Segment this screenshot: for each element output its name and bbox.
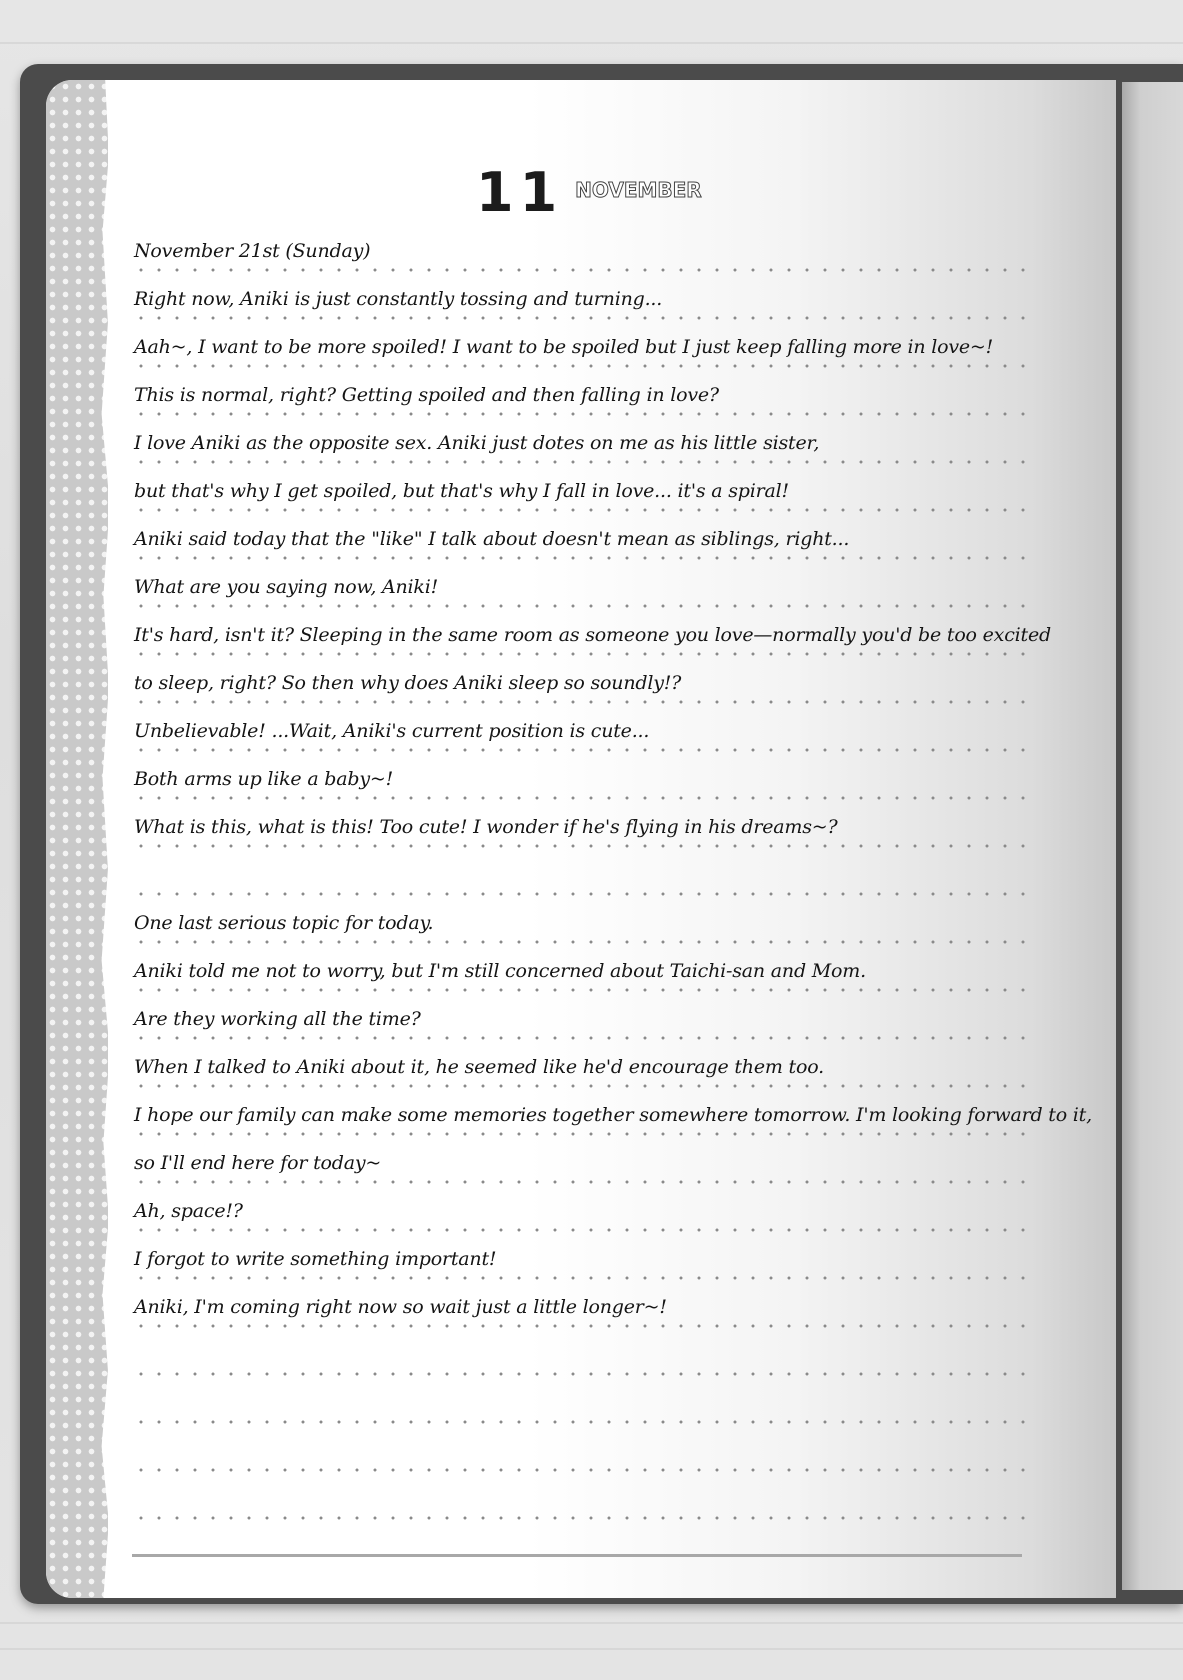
diary-line [132, 1184, 1032, 1232]
diary-line [132, 1424, 1032, 1472]
diary-line [132, 752, 1032, 800]
diary-line [132, 1280, 1032, 1328]
notebook-back-page [1122, 82, 1183, 1590]
diary-line [132, 512, 1032, 560]
diary-line [132, 1232, 1032, 1280]
diary-line [132, 1376, 1032, 1424]
diary-line [132, 1136, 1032, 1184]
diary-line-text: Unbelievable! ...Wait, Aniki's current position is cute... [134, 720, 650, 742]
diary-page [46, 80, 1116, 1598]
diary-line [132, 848, 1032, 896]
diary-line [132, 944, 1032, 992]
diary-line [132, 464, 1032, 512]
diary-line [132, 896, 1032, 944]
diary-line-text: One last serious topic for today. [134, 912, 434, 934]
diary-line-text: Aniki said today that the "like" I talk about doesn't mean as siblings, right... [134, 528, 850, 550]
diary-entry [132, 224, 1092, 1520]
diary-line-text: Both arms up like a baby~! [134, 768, 394, 790]
diary-line [132, 320, 1032, 368]
month-name: NOVEMBER [575, 178, 702, 202]
dotted-binding-strip [46, 80, 108, 1598]
diary-line [132, 368, 1032, 416]
diary-line-text: but that's why I get spoiled, but that's why I fall in love... it's a spiral! [134, 480, 789, 502]
diary-line-text: Aniki told me not to worry, but I'm still concerned about Taichi-san and Mom. [134, 960, 866, 982]
diary-line-text: Aah~, I want to be more spoiled! I want to be spoiled but I just keep falling more in love~! [134, 336, 994, 358]
diary-line-text: This is normal, right? Getting spoiled and then falling in love? [134, 384, 719, 406]
diary-line [132, 656, 1032, 704]
diary-line-text: I hope our family can make some memories together somewhere tomorrow. I'm looking forward to it, [134, 1104, 1092, 1126]
diary-line-text: to sleep, right? So then why does Aniki sleep so soundly!? [134, 672, 682, 694]
diary-line-text: Right now, Aniki is just constantly tossing and turning... [134, 288, 663, 310]
diary-line-text: What are you saying now, Aniki! [134, 576, 439, 598]
diary-line [132, 608, 1051, 656]
diary-line [132, 992, 1032, 1040]
diary-line [132, 272, 1032, 320]
diary-line-text: When I talked to Aniki about it, he seemed like he'd encourage them too. [134, 1056, 824, 1078]
diary-line-text: I love Aniki as the opposite sex. Aniki just dotes on me as his little sister, [134, 432, 820, 454]
diary-line [132, 416, 1032, 464]
bottom-rule [132, 1554, 1022, 1557]
diary-line-text: November 21st (Sunday) [134, 240, 371, 262]
diary-line-text: I forgot to write something important! [134, 1248, 497, 1270]
diary-line-text: What is this, what is this! Too cute! I wonder if he's flying in his dreams~? [134, 816, 838, 838]
diary-line-text: Aniki, I'm coming right now so wait just a little longer~! [134, 1296, 667, 1318]
diary-line [132, 1088, 1092, 1136]
diary-line-text: Are they working all the time? [134, 1008, 421, 1030]
diary-line [132, 800, 1032, 848]
diary-line-text: Ah, space!? [134, 1200, 243, 1222]
page-header [476, 150, 702, 224]
diary-line [132, 560, 1032, 608]
diary-line [132, 1472, 1032, 1520]
diary-line-text: It's hard, isn't it? Sleeping in the same room as someone you love—normally you'd be too excited [134, 624, 1051, 646]
diary-line [132, 1040, 1032, 1088]
diary-line [132, 1328, 1032, 1376]
diary-line-text: so I'll end here for today~ [134, 1152, 382, 1174]
month-number: 11 [476, 161, 564, 224]
diary-line [132, 704, 1032, 752]
diary-line [132, 224, 1032, 272]
